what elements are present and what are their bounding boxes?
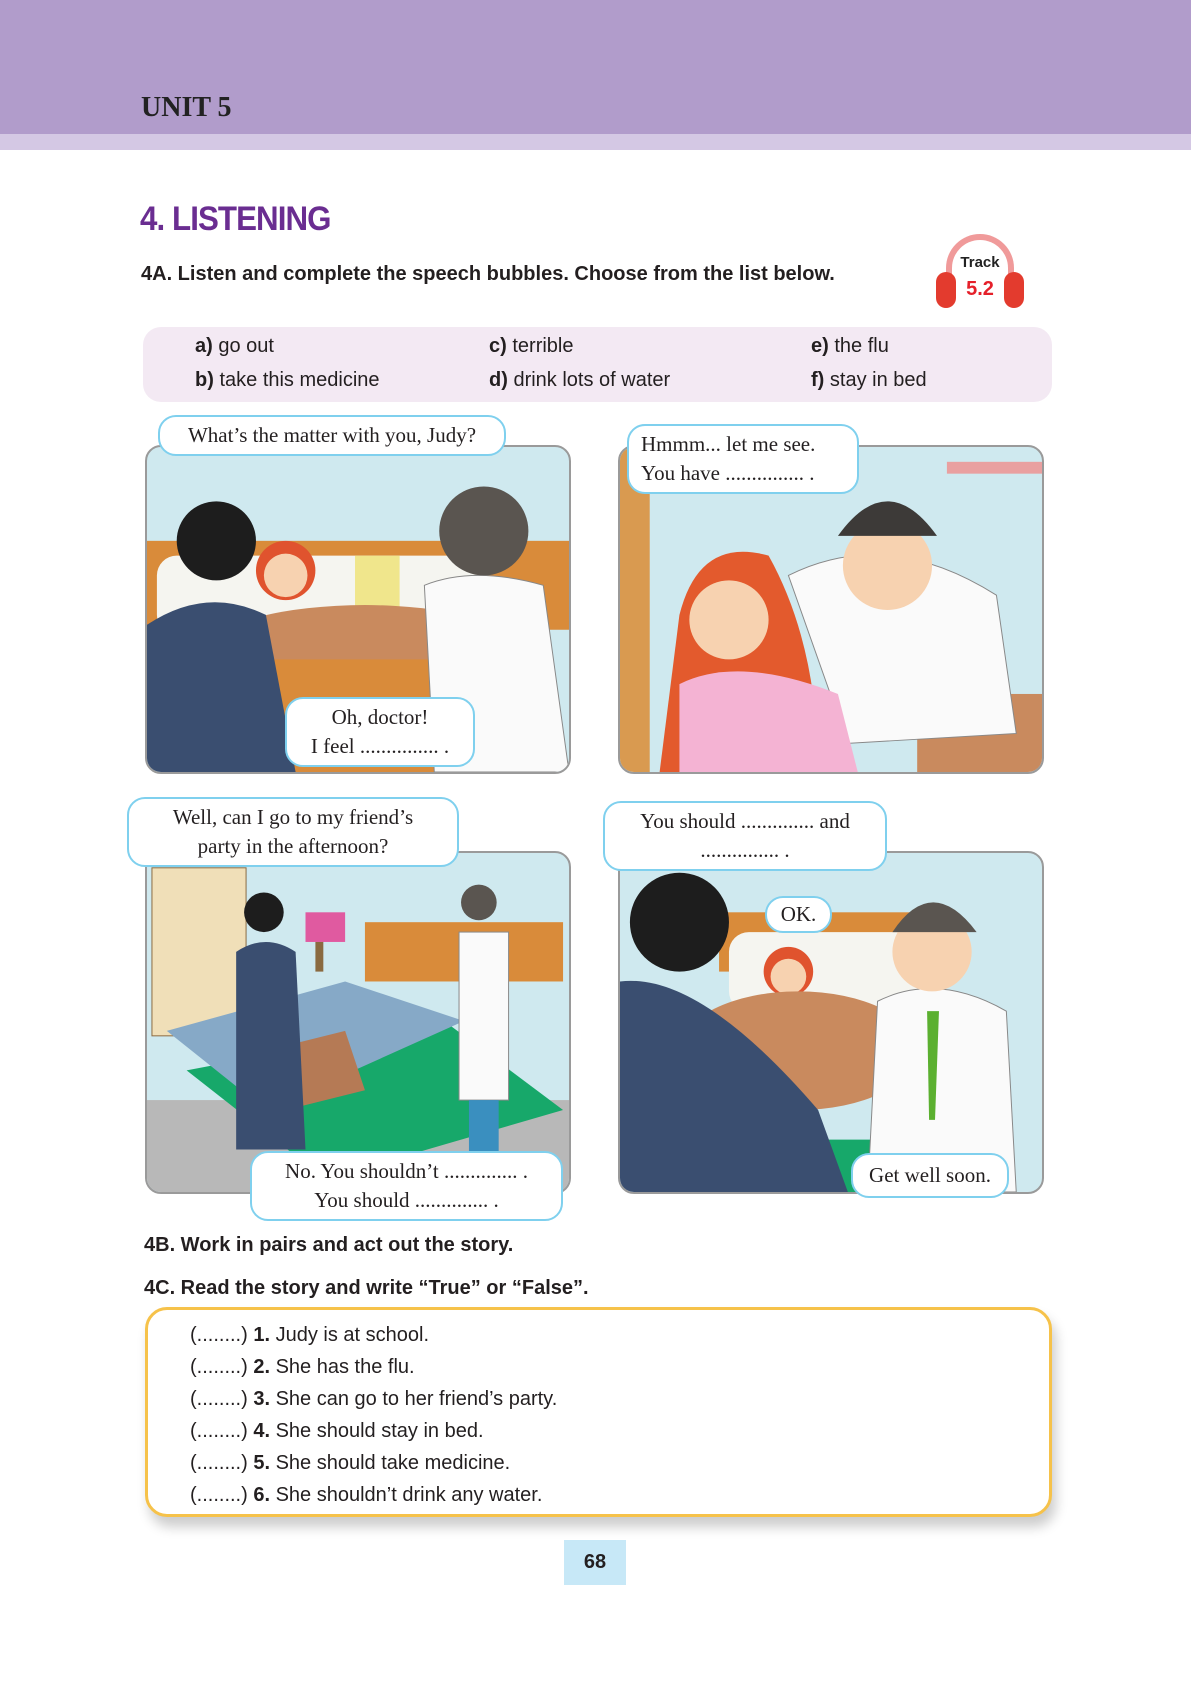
- instruction-4a: 4A. Listen and complete the speech bubbles. Choose from the list below.: [141, 263, 835, 285]
- speech-bubble-2: Oh, doctor! I feel ............... .: [285, 697, 475, 767]
- headphones-icon[interactable]: [934, 234, 1026, 312]
- tf-item-6[interactable]: (........) 6. She shouldn’t drink any water.: [190, 1484, 543, 1506]
- track-number: 5.2: [966, 278, 994, 300]
- speech-bubble-6: You should .............. and ............... .: [603, 801, 887, 871]
- instruction-4b: 4B. Work in pairs and act out the story.: [144, 1234, 514, 1256]
- comic-panel-2: [618, 445, 1044, 774]
- instruction-4c: 4C. Read the story and write “True” or “False”.: [144, 1277, 589, 1299]
- tf-item-3[interactable]: (........) 3. She can go to her friend’s party.: [190, 1388, 558, 1410]
- option-a: a) go out: [195, 335, 274, 357]
- header-stripe: [0, 134, 1191, 150]
- speech-bubble-7: OK.: [765, 896, 832, 933]
- tf-item-1[interactable]: (........) 1. Judy is at school.: [190, 1324, 430, 1346]
- comic-panel-4: [618, 851, 1044, 1194]
- track-label: Track: [960, 254, 1000, 271]
- option-f: f) stay in bed: [811, 369, 927, 391]
- speech-bubble-4: Well, can I go to my friend’s party in the afternoon?: [127, 797, 459, 867]
- tf-item-4[interactable]: (........) 4. She should stay in bed.: [190, 1420, 484, 1442]
- illustration-prescription: [620, 853, 1042, 1192]
- tf-item-2[interactable]: (........) 2. She has the flu.: [190, 1356, 415, 1378]
- option-d: d) drink lots of water: [489, 369, 671, 391]
- speech-bubble-5: No. You shouldn’t .............. . You should .............. .: [250, 1151, 563, 1221]
- speech-bubble-8: Get well soon.: [851, 1153, 1009, 1198]
- speech-bubble-3: Hmmm... let me see. You have ............... .: [627, 424, 859, 494]
- true-false-box: [145, 1307, 1052, 1517]
- page-number: 68: [564, 1540, 626, 1585]
- unit-label: UNIT 5: [141, 92, 232, 123]
- option-c: c) terrible: [489, 335, 574, 357]
- option-e: e) the flu: [811, 335, 889, 357]
- comic-panel-3: [145, 851, 571, 1194]
- section-title: 4. LISTENING: [140, 200, 331, 238]
- option-b: b) take this medicine: [195, 369, 380, 391]
- speech-bubble-1: What’s the matter with you, Judy?: [158, 415, 506, 456]
- word-list: [143, 327, 1052, 402]
- illustration-examination: [620, 447, 1042, 772]
- tf-item-5[interactable]: (........) 5. She should take medicine.: [190, 1452, 511, 1474]
- illustration-bedroom: [147, 853, 569, 1192]
